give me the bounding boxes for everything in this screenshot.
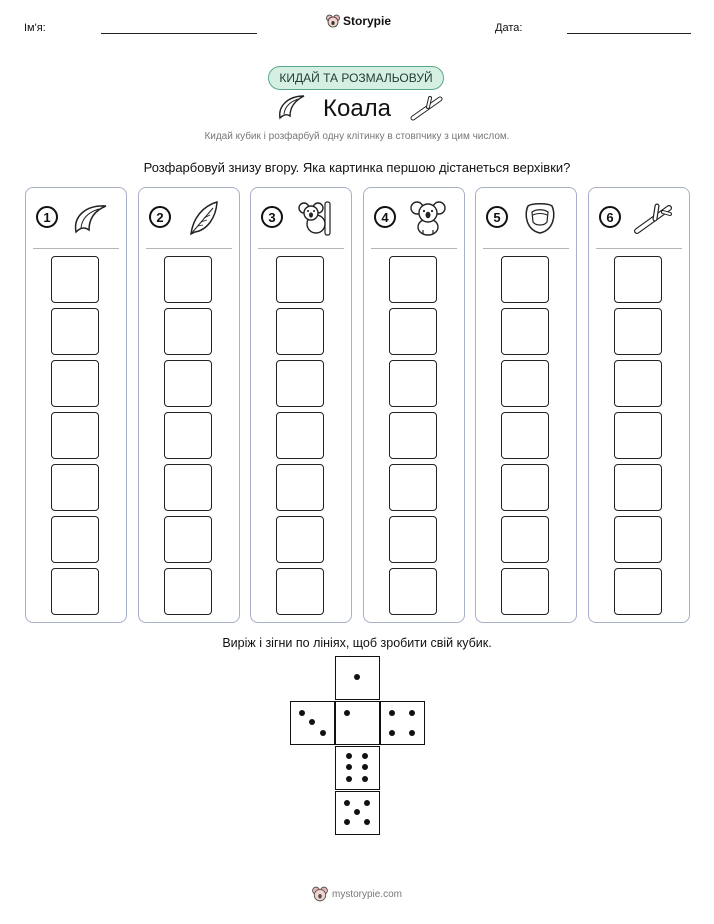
pip [344,800,350,806]
column-4 [363,187,465,623]
color-cell[interactable] [389,568,437,615]
color-cell[interactable] [614,464,662,511]
column-1 [25,187,127,623]
color-cell[interactable] [276,308,324,355]
pip [364,819,370,825]
pip [299,710,305,716]
column-number: 5 [486,206,508,228]
pip [409,710,415,716]
color-cell[interactable] [51,412,99,459]
column-number: 6 [599,206,621,228]
color-cell[interactable] [614,256,662,303]
color-cell[interactable] [164,568,212,615]
color-cell[interactable] [389,412,437,459]
pip [389,710,395,716]
color-cell[interactable] [51,360,99,407]
color-cell[interactable] [501,360,549,407]
color-cell[interactable] [276,516,324,563]
color-cell[interactable] [389,256,437,303]
pip [346,753,352,759]
pip [344,710,350,716]
color-cell[interactable] [164,308,212,355]
color-cell[interactable] [51,516,99,563]
color-cell[interactable] [164,412,212,459]
column-divider [371,248,457,249]
color-cell[interactable] [389,516,437,563]
dice-face-4 [380,701,425,745]
dice-face-1 [335,701,380,745]
pip [354,809,360,815]
color-cell[interactable] [501,412,549,459]
color-cell[interactable] [389,308,437,355]
pip [409,730,415,736]
column-number: 2 [149,206,171,228]
cut-instruction: Виріж і зігни по лініях, щоб зробити свій кубик. [222,636,492,650]
column-divider [146,248,232,249]
name-label: Ім'я: [24,22,46,34]
koala-logo-icon [312,886,328,902]
dice-face-3 [290,701,335,745]
climbing-koala-icon [295,200,335,236]
column-number: 3 [261,206,283,228]
color-cell[interactable] [501,516,549,563]
color-cell[interactable] [614,308,662,355]
color-cell[interactable] [389,464,437,511]
color-cell[interactable] [51,464,99,511]
color-cell[interactable] [164,360,212,407]
pip [362,764,368,770]
column-divider [258,248,344,249]
column-divider [596,248,682,249]
pip [346,776,352,782]
color-cell[interactable] [614,568,662,615]
pouch-icon [520,200,560,236]
branch-icon [410,94,444,122]
color-cell[interactable] [51,308,99,355]
claw-icon [70,200,110,236]
pip [354,674,360,680]
column-divider [33,248,119,249]
brand-name: Storypie [343,14,392,28]
color-cell[interactable] [51,568,99,615]
color-cell[interactable] [614,516,662,563]
brand-logo [326,14,391,28]
color-cell[interactable] [164,516,212,563]
column-2 [138,187,240,623]
name-line[interactable] [101,33,257,34]
footer-site[interactable]: mystorypie.com [331,888,402,900]
color-cell[interactable] [276,256,324,303]
dice-face-1 [335,656,380,700]
color-cell[interactable] [276,360,324,407]
color-cell[interactable] [501,568,549,615]
column-number: 1 [36,206,58,228]
color-cell[interactable] [389,360,437,407]
koala-logo-icon [326,14,340,28]
color-cell[interactable] [276,464,324,511]
instruction-text: Кидай кубик і розфарбуй одну клітинку в стовпчику з цим числом. [204,131,510,142]
question-text: Розфарбовуй знизу вгору. Яка картинка першою дістанеться верхівки? [143,160,571,175]
color-cell[interactable] [614,412,662,459]
column-3 [250,187,352,623]
dice-face-6 [335,746,380,790]
pip [309,719,315,725]
pip [362,753,368,759]
pip [364,800,370,806]
color-cell[interactable] [164,464,212,511]
color-cell[interactable] [51,256,99,303]
column-divider [483,248,569,249]
color-cell[interactable] [276,412,324,459]
sitting-koala-icon [408,200,448,236]
branch-icon [633,200,673,236]
color-cell[interactable] [164,256,212,303]
column-5 [475,187,577,623]
pip [344,819,350,825]
pip [362,776,368,782]
pip [389,730,395,736]
color-cell[interactable] [276,568,324,615]
color-cell[interactable] [501,308,549,355]
pip [320,730,326,736]
color-cell[interactable] [614,360,662,407]
column-6 [588,187,690,623]
color-cell[interactable] [501,256,549,303]
pip [346,764,352,770]
dice-face-5 [335,791,380,835]
date-label: Дата: [495,22,523,34]
dice-net[interactable] [290,656,425,835]
page-title: Коала [322,95,392,122]
color-cell[interactable] [501,464,549,511]
date-line[interactable] [567,33,691,34]
column-number: 4 [374,206,396,228]
eucalyptus-leaf-icon [183,200,223,236]
activity-badge: КИДАЙ ТА РОЗМАЛЬОВУЙ [268,66,444,90]
footer [0,886,714,902]
